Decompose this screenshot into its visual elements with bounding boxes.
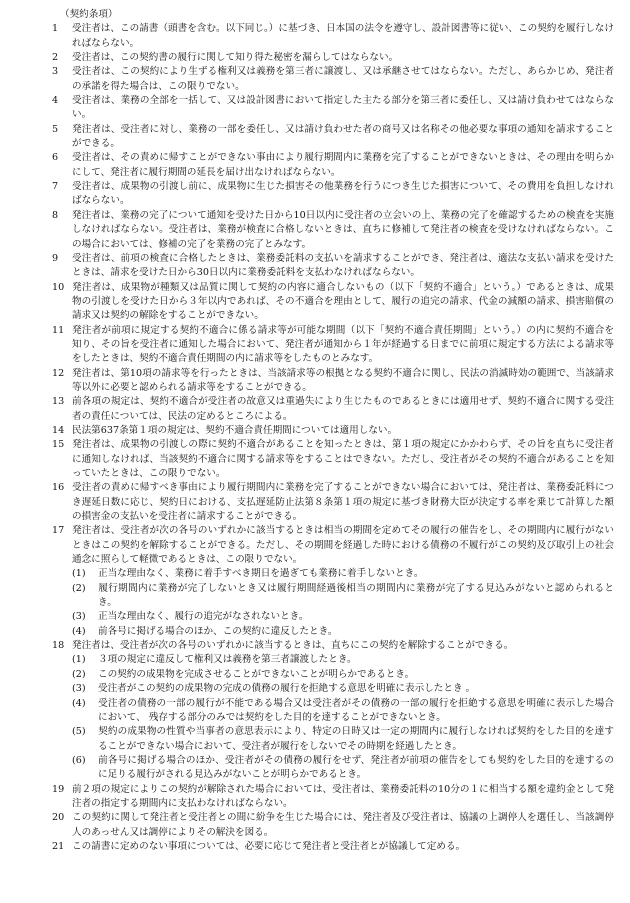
- clause-number: 15: [52, 439, 65, 451]
- clause-number: 5: [52, 123, 59, 135]
- item-number: (2): [72, 582, 86, 594]
- clause-21: [52, 840, 614, 854]
- clause-number: 1: [52, 23, 59, 35]
- clause-text: 受注者は、その責めに帰すことができない事由により履行期間内に業務を完了することができないときは、その理由を明らかにして、発注者に履行期間の延長を届け出なければならない。: [72, 152, 614, 178]
- item-number: (1): [72, 568, 86, 580]
- clause-18-item-1: [52, 653, 614, 667]
- item-text: 前各号に掲げる場合のほか、この契約に違反したとき。: [98, 625, 338, 637]
- clause-7: [52, 180, 614, 209]
- clause-text: 受注者は、前項の検査に合格したときは、業務委託料の支払いを請求することができ、発注者は、適法な支払い請求を受けたときは、請求を受けた日から30日以内に業務委託料を支払わなければならない。: [72, 252, 614, 279]
- clause-14: [52, 424, 614, 438]
- item-number: (3): [72, 683, 86, 695]
- item-text: 正当な理由なく、履行の追完がなされないとき。: [98, 611, 309, 623]
- clause-number: 11: [52, 324, 65, 336]
- item-number: (2): [72, 668, 86, 680]
- clause-number: 9: [52, 252, 59, 264]
- clause-18-item-6: [52, 754, 614, 783]
- item-number: (3): [72, 611, 86, 623]
- clause-text: 受注者は、この請書（頭書を含む。以下同じ。）に基づき、日本国の法令を遵守し、設計図書等に従い、この契約を履行しなければならない。: [72, 23, 614, 49]
- clause-text: 受注者は、業務の全部を一括して、又は設計図書において指定した主たる部分を第三者に委任し、又は請け負わせてはならない。: [72, 95, 614, 121]
- clause-number: 14: [52, 424, 65, 436]
- clause-2: [52, 51, 614, 65]
- clause-text: 発注者は、受注者が次の各号のいずれかに該当するときは、直ちにこの契約を解除することができる。: [72, 640, 514, 652]
- clause-number: 8: [52, 209, 59, 221]
- clause-17: [52, 524, 614, 567]
- clause-text: 民法第637条第１項の規定は、契約不適合責任期間については適用しない。: [72, 424, 398, 436]
- item-text: 契約の成果物の性質や当事者の意思表示により、特定の日時又は一定の期間内に履行しなければ契約をした目的を達することができない場合において、受注者が履行をしないでその時期を経過したとき。: [98, 726, 614, 752]
- clause-text: 受注者は、この契約により生ずる権利又は義務を第三者に譲渡し、又は承継させてはならない。ただし、あらかじめ、発注者の承諾を得た場合は、この限りでない。: [72, 66, 614, 92]
- clause-number: 6: [52, 152, 59, 164]
- clause-3: [52, 65, 614, 94]
- clause-number: 21: [52, 840, 65, 852]
- clause-18-item-4: [52, 697, 614, 726]
- clause-5: [52, 123, 614, 152]
- clause-number: 4: [52, 95, 59, 107]
- contract-terms-document: [52, 8, 614, 854]
- clause-8: [52, 209, 614, 252]
- clause-10: [52, 281, 614, 324]
- clause-1: [52, 22, 614, 51]
- clause-11: [52, 324, 614, 367]
- clause-number: 19: [52, 783, 65, 795]
- clause-17-item-2: [52, 582, 614, 611]
- clause-4: [52, 94, 614, 123]
- clause-18-item-3: [52, 682, 614, 696]
- clause-number: 3: [52, 66, 59, 78]
- item-number: (6): [72, 754, 86, 766]
- item-number: (5): [72, 726, 86, 738]
- clause-number: 2: [52, 52, 59, 64]
- section-heading: （契約条項）: [60, 9, 118, 20]
- clause-text: 前２項の規定によりこの契約が解除された場合においては、受注者は、業務委託料の10分の１に相当する額を違約金として発注者の指定する期間内に支払わなければならない。: [72, 783, 614, 809]
- item-text: 受注者の債務の一部の履行が不能である場合又は受注者がその債務の一部の履行を拒絶する意思を明確に表示した場合において、 残存する部分のみでは契約をした目的を達することができないとき。: [98, 697, 614, 723]
- clause-number: 7: [52, 181, 59, 193]
- clause-number: 12: [52, 367, 65, 379]
- clause-text: 発注者は、第10項の請求等を行ったときは、当該請求等の根拠となる契約不適合に関し、民法の消滅時効の範囲で、当該請求等以外に必要と認められる請求等をすることができる。: [72, 367, 614, 393]
- item-text: この契約の成果物を完成させることができないことが明らかであるとき。: [98, 668, 415, 680]
- clause-number: 10: [52, 281, 65, 293]
- item-number: (4): [72, 697, 86, 709]
- item-number: (1): [72, 654, 86, 666]
- clause-17-item-3: [52, 610, 614, 624]
- item-text: 前各号に掲げる場合のほか、受注者がその債務の履行をせず、発注者が前項の催告をしても契約をした目的を達するのに足りる履行がされる見込みがないことが明らかであるとき。: [98, 754, 614, 781]
- clause-19: [52, 783, 614, 812]
- clause-text: 受注者の責めに帰すべき事由により履行期間内に業務を完了することができない場合においては、発注者は、業務委託料につき遅延日数に応じ、契約日における、支払遅延防止法第８条第１項の規定に基づき財務大臣が決定する率を乗じて計算した額の損害金の支払いを受注者に請求することができる。: [72, 482, 614, 523]
- clause-text: 発注者は、成果物の引渡しの際に契約不適合があることを知ったときは、第１項の規定にかかわらず、その旨を直ちに受注者に通知しなければ、当該契約不適合に関する請求等をすることはできない。ただし、受注者がその契約不適合があることを知っていたときは、この限りでない。: [72, 439, 614, 479]
- clause-number: 17: [52, 525, 65, 537]
- clause-text: 受注者は、この契約書の履行に関して知り得た秘密を漏らしてはならない。: [72, 52, 399, 64]
- item-text: 履行期間内に業務が完了しないとき又は履行期間経過後相当の期間内に業務が完了する見込みがないと認められるとき。: [98, 582, 614, 609]
- clause-text: この請書に定めのない事項については、必要に応じて発注者と受注者とが協議して定める。: [72, 840, 466, 852]
- clause-17-item-1: [52, 567, 614, 581]
- clause-9: [52, 252, 614, 281]
- clause-text: 発注者は、成果物が種類又は品質に関して契約の内容に適合しないもの（以下「契約不適合」という。）であるときは、成果物の引渡しを受けた日から３年以内であれば、その不適合を理由として、履行の追完の請求、代金の減額の請求、損害賠償の請求又は契約の解除をすることができない。: [72, 281, 614, 322]
- item-text: ３項の規定に違反して権利又は義務を第三者譲渡したとき。: [98, 654, 357, 666]
- clause-17-item-4: [52, 625, 614, 639]
- clause-text: 発注者が前項に規定する契約不適合に係る請求等が可能な期間（以下「契約不適合責任期間」という。）の内に契約不適合を知り、その旨を受注者に通知した場合において、発注者が通知から１年が経過する日までに前項に規定する方法による請求等をしたときは、契約不適合責任期間の内に請求等をしたものとみなす。: [72, 324, 614, 365]
- clause-text: 発注者は、受注者に対し、業務の一部を委任し、又は請け負わせた者の商号又は名称その他必要な事項の通知を請求することができる。: [72, 123, 614, 150]
- clause-text: 受注者は、成果物の引渡し前に、成果物に生じた損害その他業務を行うにつき生じた損害について、その費用を負担しなければならない。: [72, 181, 614, 207]
- clause-number: 16: [52, 482, 65, 494]
- clause-text: この契約に関して発注者と受注者との間に紛争を生じた場合には、発注者及び受注者は、協議の上調停人を選任し、当該調停人のあっせん又は調停によりその解決を図る。: [72, 812, 614, 838]
- clause-18-item-5: [52, 725, 614, 754]
- clause-text: 前各項の規定は、契約不適合が受注者の故意又は重過失により生じたものであるときには適用せず、契約不適合に関する受注者の責任については、民法の定めるところによる。: [72, 396, 614, 422]
- clause-number: 20: [52, 812, 65, 824]
- clause-20: [52, 811, 614, 840]
- clause-16: [52, 481, 614, 524]
- clause-18: [52, 639, 614, 653]
- clause-6: [52, 151, 614, 180]
- clause-number: 18: [52, 640, 65, 652]
- clause-text: 発注者は、業務の完了について通知を受けた日から10日以内に受注者の立会いの上、業務の完了を確認するための検査を実施しなければならない。受注者は、業務が検査に合格しないときは、直ちに修補して発注者の検査を受けなければならない。この場合においては、修補の完了を業務の完了とみなす。: [72, 209, 614, 250]
- clause-18-item-2: [52, 668, 614, 682]
- item-text: 正当な理由なく、業務に着手すべき期日を過ぎても業務に着手しないとき。: [98, 568, 424, 580]
- clause-13: [52, 395, 614, 424]
- clause-15: [52, 438, 614, 481]
- clause-text: 発注者は、受注者が次の各号のいずれかに該当するときは相当の期間を定めてその履行の催告をし、その期間内に履行がないときはこの契約を解除することができる。ただし、その期間を経過した時における債務の不履行がこの契約及び取引上の社会通念に照らして軽微であるときは、この限りでない。: [72, 525, 614, 566]
- item-number: (4): [72, 625, 86, 637]
- item-text: 受注者がこの契約の成果物の完成の債務の履行を拒絶する意思を明確に表示したとき 。: [98, 683, 476, 695]
- clause-12: [52, 367, 614, 396]
- clause-number: 13: [52, 396, 65, 408]
